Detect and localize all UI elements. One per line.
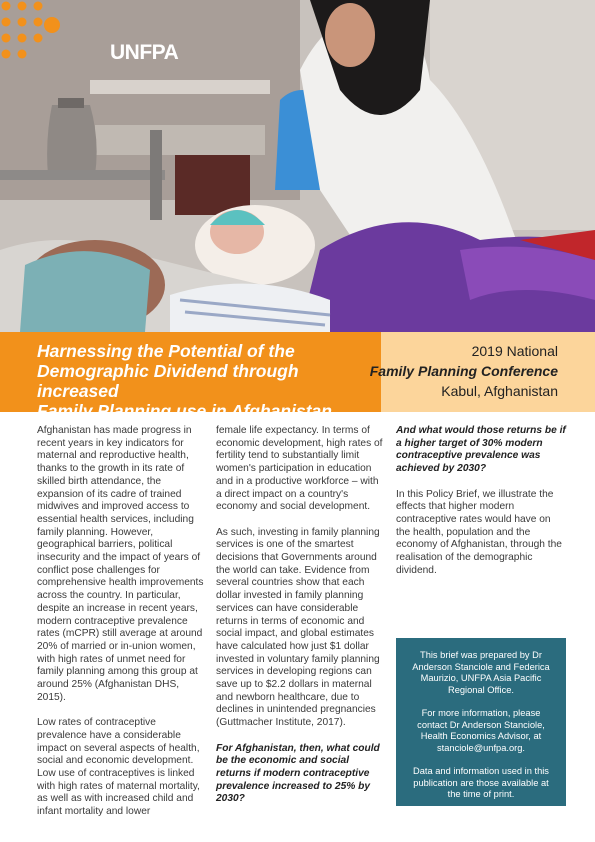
conference-name: Family Planning Conference: [369, 363, 558, 379]
headline-panel: [0, 332, 381, 421]
body-column-1: [37, 425, 207, 831]
paragraph: female life expectancy. In terms of economic development, high rates of fertility tend to substantially limit women's participation in education and in a productive workforce – with a direct impact on a country's economy and social development.: [216, 425, 383, 513]
contact-note: For more information, please contact Dr Anderson Stanciole, Health Economics Advisor, at stanciole@unfpa.org.: [417, 707, 545, 753]
headline-line-3: Family Planning use in Afghanistan: [37, 401, 332, 421]
paragraph: As such, investing in family planning services is one of the smartest decisions that Governments around the world can take. Evidence from several countries show that each dollar invested in family planning services can have considerable returns in terms of economic and social impact, and global estimates have calculated how just $1 dollar invested in voluntary family planning services in developing regions can save up to $2.2 dollars in maternal and newborn healthcare, due to declines in unintended pregnancies (Guttmacher Institute, 2017).: [216, 526, 380, 729]
paragraph: Low rates of contraceptive prevalence have a considerable impact on several aspects of health, social and economic development. Low use of contraceptives is linked with high rates of maternal mortality, as well as with increased child and infant mortality and lower: [37, 717, 200, 818]
paragraph: Afghanistan has made progress in recent years in key indicators for maternal and reproductive health, thanks to the growth in its rate of skilled birth attendance, the expansion of its cadre of trained midwives and improved access to essential health services, including family planning. However, geographical barriers, political insecurity and the impact of years of conflict pose challenges for comprehensive health improvements across the country. In particular, despite an increase in recent years, modern contraceptive prevalence rates (mCPR) still average at around 20% of married or in-union women, with high rates of unmet need for family planning among this group at around 25% (Afghanistan DHS, 2015).: [37, 425, 204, 703]
conference-location: Kabul, Afghanistan: [441, 383, 558, 399]
unfpa-logo-text: UNFPA: [110, 41, 179, 64]
question-2: And what would those returns be if a higher target of 30% modern contraceptive prevalence was achieved by 2030?: [396, 425, 566, 475]
headline-line-2: Demographic Dividend through increased: [37, 361, 299, 401]
conference-info: [358, 341, 558, 401]
body-column-3: [396, 425, 566, 590]
body-column-2: [216, 425, 386, 819]
conference-panel: [369, 332, 595, 412]
headline: [37, 341, 377, 421]
conference-year: 2019 National: [471, 343, 558, 359]
contact-info-box: [396, 638, 566, 806]
headline-line-1: Harnessing the Potential of the: [37, 341, 295, 361]
authors-note: This brief was prepared by Dr Anderson Stanciole and Federica Maurizio, UNFPA Asia Pacific Regional Office.: [412, 650, 550, 695]
title-band: [0, 332, 595, 421]
question-1: For Afghanistan, then, what could be the economic and social returns if modern contraceptive prevalence increased to 25% by 2030?: [216, 742, 380, 805]
paragraph: In this Policy Brief, we illustrate the effects that higher modern contraceptive rates would have on the health, population and the economy of Afghanistan, through the realisation of the demographic dividend.: [396, 488, 562, 576]
cover-photo: [0, 0, 595, 332]
data-disclaimer: Data and information used in this publication are those available at the time of print.: [413, 765, 549, 800]
